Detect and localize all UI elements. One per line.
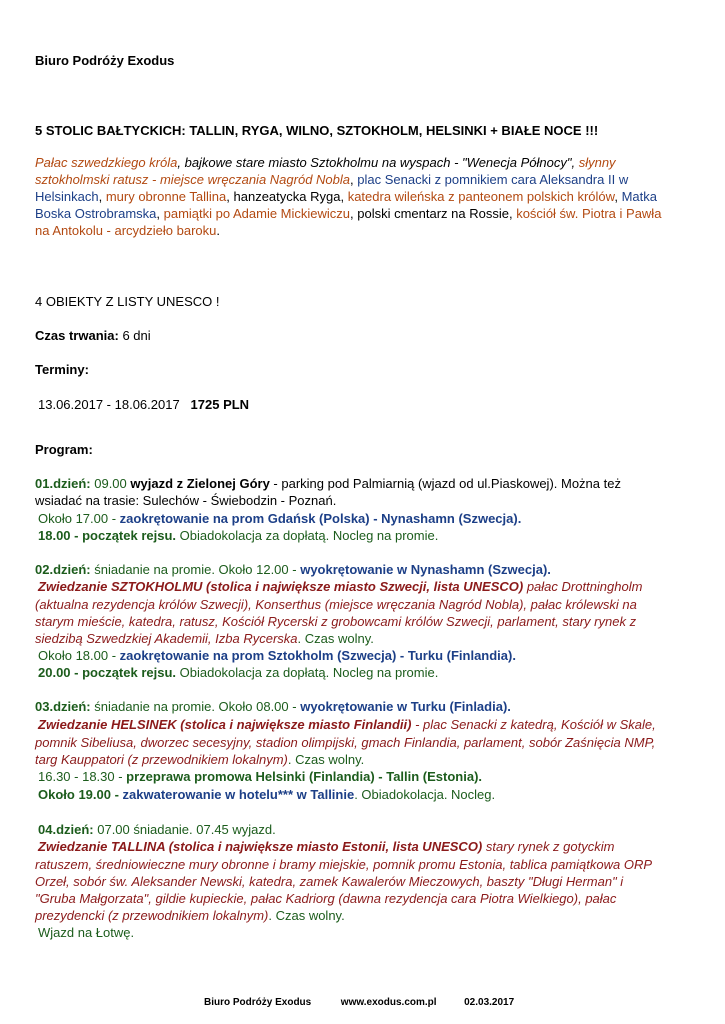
intro-text: ,: [350, 172, 358, 187]
free-time: . Czas wolny.: [287, 752, 365, 767]
ferry-highlight: zaokrętowanie na prom Gdańsk (Polska) - Nynashamn (Szwecja).: [119, 511, 522, 526]
day-text: Obiadokolacja za dopłatą. Nocleg na promie.: [176, 528, 439, 543]
intro-highlight: Helsinkach: [35, 189, 99, 204]
duration-value: 6 dni: [122, 328, 151, 343]
day2-line-6: [38, 647, 516, 664]
sightseeing-text: pałac Drottningholm: [523, 579, 643, 594]
day1-line-2: wsiadać na trasie: Sulechów - Świebodzin - Poznań.: [35, 493, 337, 508]
sightseeing-text: prezydencki (z przewodnikiem lokalnym): [35, 908, 269, 923]
intro-text: , hanzeatycka Ryga,: [226, 189, 348, 204]
company-header: Biuro Podróży Exodus: [35, 53, 175, 68]
duration: [35, 327, 151, 344]
term-price: 1725 PLN: [190, 397, 250, 412]
terms-label: Terminy:: [35, 362, 89, 377]
free-time: . Czas wolny.: [297, 631, 374, 646]
day-label: 01.dzień:: [35, 476, 91, 491]
day-text: śniadanie na promie. Około 08.00 -: [90, 699, 301, 714]
intro-highlight: Matka: [621, 189, 657, 204]
intro-line-1: [35, 154, 616, 171]
time-text: Około 17.00 -: [38, 511, 120, 526]
day3-line-5: [38, 768, 482, 785]
day4-line-6: [35, 907, 345, 924]
ferry-highlight: wyokrętowanie w Nynashamn (Szwecja).: [300, 562, 551, 577]
sightseeing-heading: Zwiedzanie SZTOKHOLMU (stolica i największe miasto Szwecji, lista UNESCO): [38, 579, 524, 594]
footer-website[interactable]: www.exodus.com.pl: [340, 997, 437, 1008]
day3-line-2: [38, 716, 656, 733]
term-row: [38, 396, 249, 413]
intro-highlight: plac Senacki z pomnikiem cara Aleksandra II w: [357, 172, 629, 187]
intro-highlight: kościół św. Piotra i Pawła: [516, 206, 662, 221]
day-text: śniadanie na promie. Około 12.00 -: [90, 562, 301, 577]
day4-line-7: Wjazd na Łotwę.: [38, 925, 135, 940]
day4-line-4: Orzeł, sobór św. Aleksander Newski, katedra, zamek Kawalerów Mieczowych, baszty "Długi Herman" i: [35, 874, 624, 889]
intro-line-4: [35, 205, 661, 222]
sightseeing-heading: Zwiedzanie TALLINA (stolica i największe miasto Estonii, lista UNESCO): [38, 839, 483, 854]
unesco-note: 4 OBIEKTY Z LISTY UNESCO !: [35, 294, 220, 309]
day3-line-3: pomnik Sibeliusa, dworzec secesyjny, stadion olimpijski, gmach Finlandia, parlament, sobór Zaśnięcia NMP,: [35, 735, 656, 750]
free-time: . Czas wolny.: [268, 908, 345, 923]
ferry-highlight: wyokrętowanie w Turku (Finladia).: [300, 699, 511, 714]
day2-line-2: [38, 578, 642, 595]
day2-line-5: [35, 630, 374, 647]
term-dates: 13.06.2017 - 18.06.2017: [38, 397, 180, 412]
day-text: Obiadokolacja za dopłatą. Nocleg na promie.: [176, 665, 439, 680]
day2-line-1: [35, 561, 551, 578]
day-text: - parking pod Palmiarnią (wjazd od ul.Piaskowej). Można też: [269, 476, 621, 491]
intro-highlight: na Antokolu - arcydzieło baroku: [35, 223, 217, 238]
page-footer: [204, 997, 514, 1008]
day2-line-7: [38, 664, 438, 681]
intro-line-2: [35, 171, 628, 188]
day1-line-4: [38, 527, 438, 544]
duration-label: Czas trwania:: [35, 328, 119, 343]
day1-line-1: [35, 475, 621, 492]
sightseeing-text: stary rynek z gotyckim: [482, 839, 615, 854]
program-label: Program:: [35, 442, 93, 457]
day3-line-1: [35, 698, 511, 715]
footer-date: 02.03.2017: [464, 997, 515, 1008]
day3-line-6: [38, 786, 495, 803]
time-text: 09.00: [90, 476, 131, 491]
intro-highlight: pamiątki po Adamie Mickiewiczu: [163, 206, 351, 221]
intro-text: , polski cmentarz na Rossie,: [350, 206, 517, 221]
day2-line-4: starym mieście, katedra, ratusz, Kościół Rycerski z grobowcami królów Szwecji, parlament, stary rynek z: [35, 614, 637, 629]
intro-line-5: [35, 222, 220, 239]
day-label: 02.dzień:: [35, 562, 91, 577]
sightseeing-text: targ Kauppatori (z przewodnikiem lokalnym): [35, 752, 288, 767]
intro-highlight: sztokholmski ratusz - miejsce wręczania Nagród Nobla: [35, 172, 351, 187]
intro-highlight: Pałac szwedzkiego króla: [35, 155, 178, 170]
intro-text: ,: [98, 189, 106, 204]
ferry-highlight: przeprawa promowa Helsinki (Finlandia) - Tallin (Estonia).: [126, 769, 483, 784]
intro-text: ,: [156, 206, 164, 221]
day-label: 03.dzień:: [35, 699, 91, 714]
day4-line-5: "Gruba Małgorzata", gildie kupieckie, pałac Kadriorg (dawna rezydencja cara Piotra Wielkiego), pałac: [35, 891, 617, 906]
sightseeing-text: - plac Senacki z katedrą, Kościół w Skale,: [411, 717, 656, 732]
cruise-start: 18.00 - początek rejsu.: [38, 528, 177, 543]
day4-line-3: ratuszem, średniowieczne mury obronne i bramy miejskie, pomnik promu Estonia, tablica pamiątkowa ORP: [35, 857, 653, 872]
intro-line-3: [35, 188, 657, 205]
day3-line-4: [35, 751, 364, 768]
day-text: . Obiadokolacja. Nocleg.: [354, 787, 496, 802]
sightseeing-heading: Zwiedzanie HELSINEK (stolica i największe miasto Finlandii): [38, 717, 412, 732]
day1-line-3: [38, 510, 521, 527]
hotel-highlight: zakwaterowanie w hotelu*** w Tallinie: [122, 787, 355, 802]
intro-text: ,: [614, 189, 622, 204]
footer-company: Biuro Podróży Exodus: [204, 997, 312, 1008]
intro-highlight: mury obronne Tallina: [105, 189, 227, 204]
day-text: 07.00 śniadanie. 07.45 wyjazd.: [93, 822, 276, 837]
intro-highlight: słynny: [578, 155, 616, 170]
time-text: Około 18.00 -: [38, 648, 120, 663]
time-text: 16.30 - 18.30 -: [38, 769, 127, 784]
day4-line-1: [38, 821, 276, 838]
tour-title: 5 STOLIC BAŁTYCKICH: TALLIN, RYGA, WILNO, SZTOKHOLM, HELSINKI + BIAŁE NOCE !!!: [35, 123, 599, 138]
time-text: Około 19.00 -: [38, 787, 123, 802]
day4-line-2: [38, 838, 614, 855]
departure-highlight: wyjazd z Zielonej Góry: [130, 476, 270, 491]
intro-highlight: katedra wileńska z panteonem polskich królów: [347, 189, 615, 204]
intro-text: , bajkowe stare miasto Sztokholmu na wyspach - "Wenecja Północy",: [177, 155, 579, 170]
intro-highlight: Boska Ostrobramska: [35, 206, 157, 221]
day-label: 04.dzień:: [38, 822, 94, 837]
cruise-start: 20.00 - początek rejsu.: [38, 665, 177, 680]
day2-line-3: (aktualna rezydencja królów Szwecji), Konserthus (miejsce wręczania Nagród Nobla), pałac królewski na: [35, 597, 637, 612]
intro-text: .: [216, 223, 221, 238]
sightseeing-text: siedzibą Szwedzkiej Akademii, Izba Rycerska: [35, 631, 298, 646]
ferry-highlight: zaokrętowanie na prom Sztokholm (Szwecja) - Turku (Finlandia).: [119, 648, 516, 663]
